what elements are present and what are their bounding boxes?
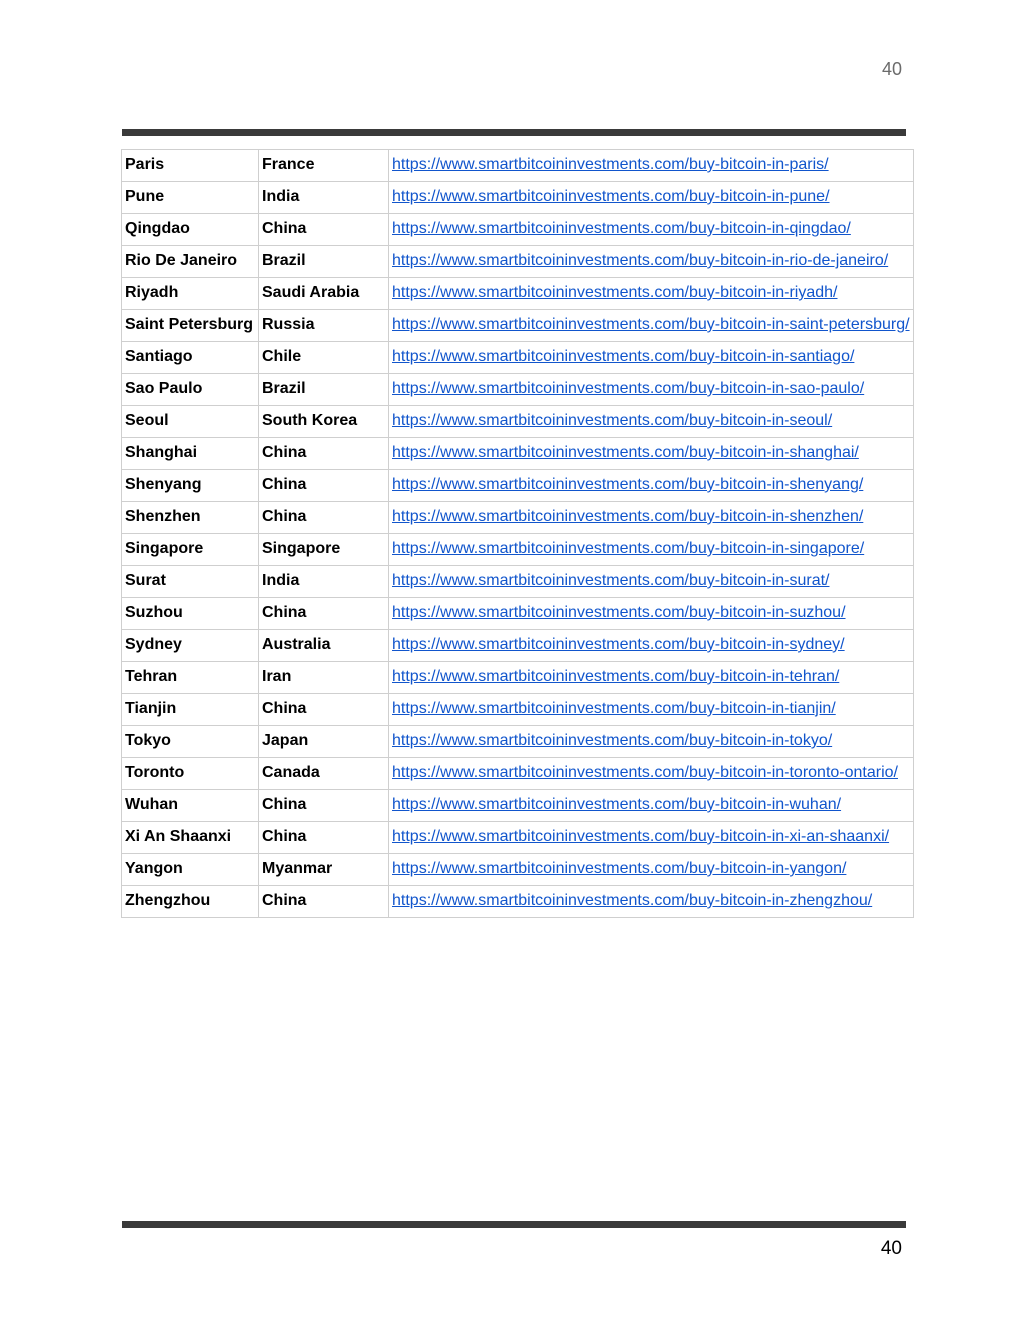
country-cell: Chile	[259, 342, 389, 374]
footer-rule	[122, 1221, 906, 1228]
city-cell: Pune	[122, 182, 259, 214]
url-cell	[389, 886, 914, 918]
url-cell	[389, 406, 914, 438]
url-cell	[389, 534, 914, 566]
city-cell: Singapore	[122, 534, 259, 566]
table-row	[122, 822, 914, 854]
country-cell: South Korea	[259, 406, 389, 438]
city-cell: Shanghai	[122, 438, 259, 470]
country-cell: China	[259, 502, 389, 534]
url-link[interactable]: https://www.smartbitcoininvestments.com/buy-bitcoin-in-singapore/	[392, 540, 865, 557]
country-cell: Brazil	[259, 246, 389, 278]
country-cell: China	[259, 470, 389, 502]
url-link[interactable]: https://www.smartbitcoininvestments.com/buy-bitcoin-in-saint-petersburg/	[392, 316, 910, 333]
url-cell	[389, 566, 914, 598]
city-cell: Wuhan	[122, 790, 259, 822]
url-cell	[389, 694, 914, 726]
url-link[interactable]: https://www.smartbitcoininvestments.com/buy-bitcoin-in-seoul/	[392, 412, 833, 429]
city-cell: Sao Paulo	[122, 374, 259, 406]
url-link[interactable]: https://www.smartbitcoininvestments.com/buy-bitcoin-in-rio-de-janeiro/	[392, 252, 889, 269]
city-cell: Toronto	[122, 758, 259, 790]
url-link[interactable]: https://www.smartbitcoininvestments.com/buy-bitcoin-in-qingdao/	[392, 220, 851, 237]
url-link[interactable]: https://www.smartbitcoininvestments.com/buy-bitcoin-in-xi-an-shaanxi/	[392, 828, 890, 845]
country-cell: Iran	[259, 662, 389, 694]
country-cell: China	[259, 790, 389, 822]
url-link[interactable]: https://www.smartbitcoininvestments.com/buy-bitcoin-in-suzhou/	[392, 604, 846, 621]
country-cell: China	[259, 598, 389, 630]
table-row	[122, 406, 914, 438]
table-row	[122, 438, 914, 470]
url-cell	[389, 662, 914, 694]
country-cell: Singapore	[259, 534, 389, 566]
country-cell: China	[259, 822, 389, 854]
country-cell: France	[259, 150, 389, 182]
city-url-table	[121, 149, 914, 918]
url-link[interactable]: https://www.smartbitcoininvestments.com/buy-bitcoin-in-shenzhen/	[392, 508, 864, 525]
country-cell: Canada	[259, 758, 389, 790]
country-cell: Japan	[259, 726, 389, 758]
country-cell: Saudi Arabia	[259, 278, 389, 310]
url-cell	[389, 150, 914, 182]
url-link[interactable]: https://www.smartbitcoininvestments.com/buy-bitcoin-in-tehran/	[392, 668, 840, 685]
url-link[interactable]: https://www.smartbitcoininvestments.com/buy-bitcoin-in-sydney/	[392, 636, 845, 653]
url-link[interactable]: https://www.smartbitcoininvestments.com/buy-bitcoin-in-shanghai/	[392, 444, 859, 461]
city-cell: Tianjin	[122, 694, 259, 726]
country-cell: India	[259, 182, 389, 214]
city-cell: Rio De Janeiro	[122, 246, 259, 278]
city-cell: Shenyang	[122, 470, 259, 502]
url-cell	[389, 214, 914, 246]
city-cell: Seoul	[122, 406, 259, 438]
table-row	[122, 214, 914, 246]
city-cell: Qingdao	[122, 214, 259, 246]
url-cell	[389, 182, 914, 214]
table-row	[122, 310, 914, 342]
url-link[interactable]: https://www.smartbitcoininvestments.com/buy-bitcoin-in-wuhan/	[392, 796, 842, 813]
url-cell	[389, 438, 914, 470]
url-cell	[389, 630, 914, 662]
table-row	[122, 150, 914, 182]
url-cell	[389, 854, 914, 886]
url-link[interactable]: https://www.smartbitcoininvestments.com/buy-bitcoin-in-toronto-ontario/	[392, 764, 898, 781]
url-cell	[389, 598, 914, 630]
url-link[interactable]: https://www.smartbitcoininvestments.com/buy-bitcoin-in-paris/	[392, 156, 829, 173]
table-row	[122, 342, 914, 374]
table-row	[122, 854, 914, 886]
city-cell: Santiago	[122, 342, 259, 374]
table-row	[122, 758, 914, 790]
table-row	[122, 790, 914, 822]
country-cell: Australia	[259, 630, 389, 662]
table-row	[122, 278, 914, 310]
table-row	[122, 726, 914, 758]
country-cell: Myanmar	[259, 854, 389, 886]
country-cell: China	[259, 438, 389, 470]
country-cell: Russia	[259, 310, 389, 342]
url-link[interactable]: https://www.smartbitcoininvestments.com/buy-bitcoin-in-pune/	[392, 188, 830, 205]
url-link[interactable]: https://www.smartbitcoininvestments.com/buy-bitcoin-in-riyadh/	[392, 284, 838, 301]
table-row	[122, 246, 914, 278]
city-cell: Sydney	[122, 630, 259, 662]
table-body	[122, 150, 914, 918]
url-cell	[389, 790, 914, 822]
table-row	[122, 886, 914, 918]
url-link[interactable]: https://www.smartbitcoininvestments.com/buy-bitcoin-in-tianjin/	[392, 700, 836, 717]
url-cell	[389, 278, 914, 310]
header-rule	[122, 129, 906, 136]
city-cell: Saint Petersburg	[122, 310, 259, 342]
city-cell: Suzhou	[122, 598, 259, 630]
table-row	[122, 598, 914, 630]
city-cell: Riyadh	[122, 278, 259, 310]
table-row	[122, 374, 914, 406]
url-link[interactable]: https://www.smartbitcoininvestments.com/buy-bitcoin-in-yangon/	[392, 860, 847, 877]
country-cell: India	[259, 566, 389, 598]
url-cell	[389, 758, 914, 790]
city-cell: Shenzhen	[122, 502, 259, 534]
city-cell: Zhengzhou	[122, 886, 259, 918]
url-cell	[389, 470, 914, 502]
city-cell: Tehran	[122, 662, 259, 694]
country-cell: China	[259, 214, 389, 246]
table-row	[122, 182, 914, 214]
url-cell	[389, 374, 914, 406]
url-link[interactable]: https://www.smartbitcoininvestments.com/buy-bitcoin-in-zhengzhou/	[392, 892, 873, 909]
url-link[interactable]: https://www.smartbitcoininvestments.com/buy-bitcoin-in-surat/	[392, 572, 830, 589]
table-row	[122, 470, 914, 502]
city-cell: Yangon	[122, 854, 259, 886]
table-row	[122, 534, 914, 566]
table-row	[122, 662, 914, 694]
page-number-header: 40	[881, 59, 902, 79]
table-row	[122, 566, 914, 598]
city-cell: Tokyo	[122, 726, 259, 758]
url-cell	[389, 502, 914, 534]
country-cell: Brazil	[259, 374, 389, 406]
country-cell: China	[259, 694, 389, 726]
url-link[interactable]: https://www.smartbitcoininvestments.com/buy-bitcoin-in-tokyo/	[392, 732, 833, 749]
url-cell	[389, 246, 914, 278]
url-cell	[389, 822, 914, 854]
table-row	[122, 694, 914, 726]
page-number-footer: 40	[880, 1238, 902, 1259]
country-cell: China	[259, 886, 389, 918]
url-cell	[389, 726, 914, 758]
url-cell	[389, 310, 914, 342]
city-cell: Paris	[122, 150, 259, 182]
url-link[interactable]: https://www.smartbitcoininvestments.com/buy-bitcoin-in-shenyang/	[392, 476, 864, 493]
url-link[interactable]: https://www.smartbitcoininvestments.com/buy-bitcoin-in-santiago/	[392, 348, 855, 365]
url-cell	[389, 342, 914, 374]
table-row	[122, 502, 914, 534]
table-row	[122, 630, 914, 662]
city-cell: Xi An Shaanxi	[122, 822, 259, 854]
city-cell: Surat	[122, 566, 259, 598]
url-link[interactable]: https://www.smartbitcoininvestments.com/buy-bitcoin-in-sao-paulo/	[392, 380, 865, 397]
